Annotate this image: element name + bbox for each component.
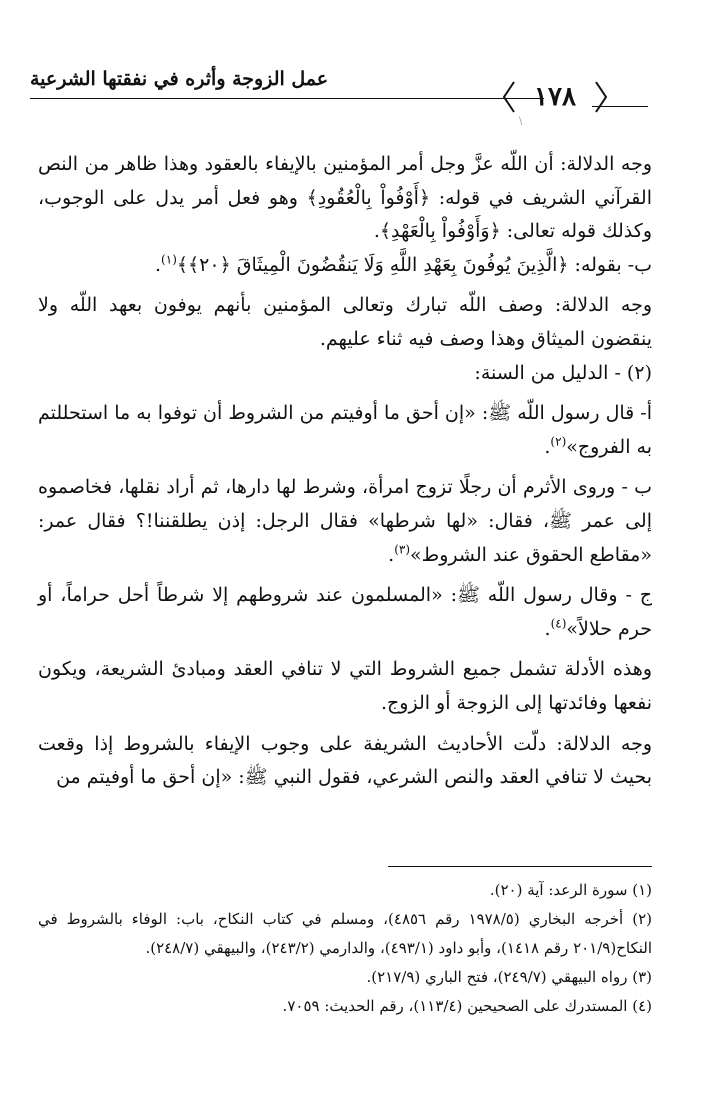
paragraph: ب- بقوله: ﴿الَّذِينَ يُوفُونَ بِعَهْدِ اللَّهِ وَلَا يَنقُضُونَ الْمِيثَاقَ ﴿٢٠﴾﴾$^{(١)}$. bbox=[155, 252, 652, 276]
bracket-left-icon bbox=[500, 80, 516, 114]
paragraph: وجه الدلالة: دلّت الأحاديث الشريفة على وجوب الإيفاء بالشروط إذا وقعت بحيث لا تنافي العقد والنص الشرعي، فقول النبي ﷺ: «إن أحق ما أوفيتم من bbox=[38, 732, 652, 789]
paragraph: وجه الدلالة: أن اللّه عزَّ وجل أمر المؤمنين بالإيفاء بالعقود وهذا ظاهر من النص القرآني الشريف في قوله: ﴿أَوْفُواْ بِالْعُقُودِ﴾ وهو فعل أمر يدل على الوجوب، وكذلك قوله تعالى: ﴿وَأَوْفُواْ بِالْعَهْدِ﴾. bbox=[38, 153, 652, 243]
footnote-ref: (٤) bbox=[550, 616, 567, 631]
footnote: (٣) رواه البيهقي (٢٤٩/٧)، فتح الباري (٢١٧/٩). bbox=[366, 968, 652, 986]
footnotes bbox=[38, 876, 652, 1021]
body-text bbox=[38, 148, 652, 795]
paragraph: (٢) - الدليل من السنة: bbox=[474, 361, 652, 384]
paragraph: أ- قال رسول اللّه ﷺ: «إن أحق ما أوفيتم من الشروط أن توفوا به ما استحللتم به الفروج»$^{(٢)}$. bbox=[38, 402, 652, 458]
footnote-ref: (٣) bbox=[394, 542, 411, 557]
page-number bbox=[500, 80, 610, 114]
bracket-right-icon bbox=[594, 80, 610, 114]
running-title: عمل الزوجة وأثره في نفقتها الشرعية bbox=[30, 68, 329, 90]
footnote: (٢) أخرجه البخاري (١٩٧٨/٥ رقم ٤٨٥٦)، ومسلم في كتاب النكاح، باب: الوفاء بالشروط في النكاح(٢٠١/٩ رقم ١٤١٨)، وأبو داود (٤٩٣/١)، والدارمي (٢٤٣/٢)، والبيهقي (٢٤٨/٧). bbox=[38, 910, 652, 957]
paragraph: ج - وقال رسول اللّه ﷺ: «المسلمون عند شروطهم إلا شرطاً أحل حراماً، أو حرم حلالاً»$^{(٤)}$. bbox=[38, 584, 652, 640]
paragraph: وجه الدلالة: وصف اللّه تبارك وتعالى المؤمنين بأنهم يوفون بعهد اللّه ولا ينقضون الميثاق وهذا وصف فيه ثناء عليهم. bbox=[38, 294, 652, 350]
footnote: (١) سورة الرعد: آية (٢٠). bbox=[489, 881, 652, 899]
page-header bbox=[0, 64, 708, 124]
footnote-rule bbox=[388, 866, 652, 867]
paragraph: ب - وروى الأثرم أن رجلًا تزوج امرأة، وشرط لها دارها، ثم أراد نقلها، فخاصموه إلى عمر ﷺ، فقال: «لها شرطها» فقال الرجل: إذن يطلقننا!؟ فقال عمر: «مقاطع الحقوق عند الشروط»$^{(٣)}$. bbox=[38, 476, 652, 566]
header-rule bbox=[30, 98, 544, 99]
paragraph: وهذه الأدلة تشمل جميع الشروط التي لا تنافي العقد ومبادئ الشريعة، ويكون نفعها وفائدتها إلى الزوجة أو الزوج. bbox=[38, 658, 652, 714]
ornament-mark: \ bbox=[519, 116, 523, 127]
footnote-ref: (٢) bbox=[550, 434, 567, 449]
footnote: (٤) المستدرك على الصحيحين (١١٣/٤)، رقم الحديث: ٧٠٥٩. bbox=[282, 997, 652, 1015]
footnote-ref: (١) bbox=[161, 252, 177, 267]
page-number-text: ١٧٨ bbox=[534, 82, 576, 112]
